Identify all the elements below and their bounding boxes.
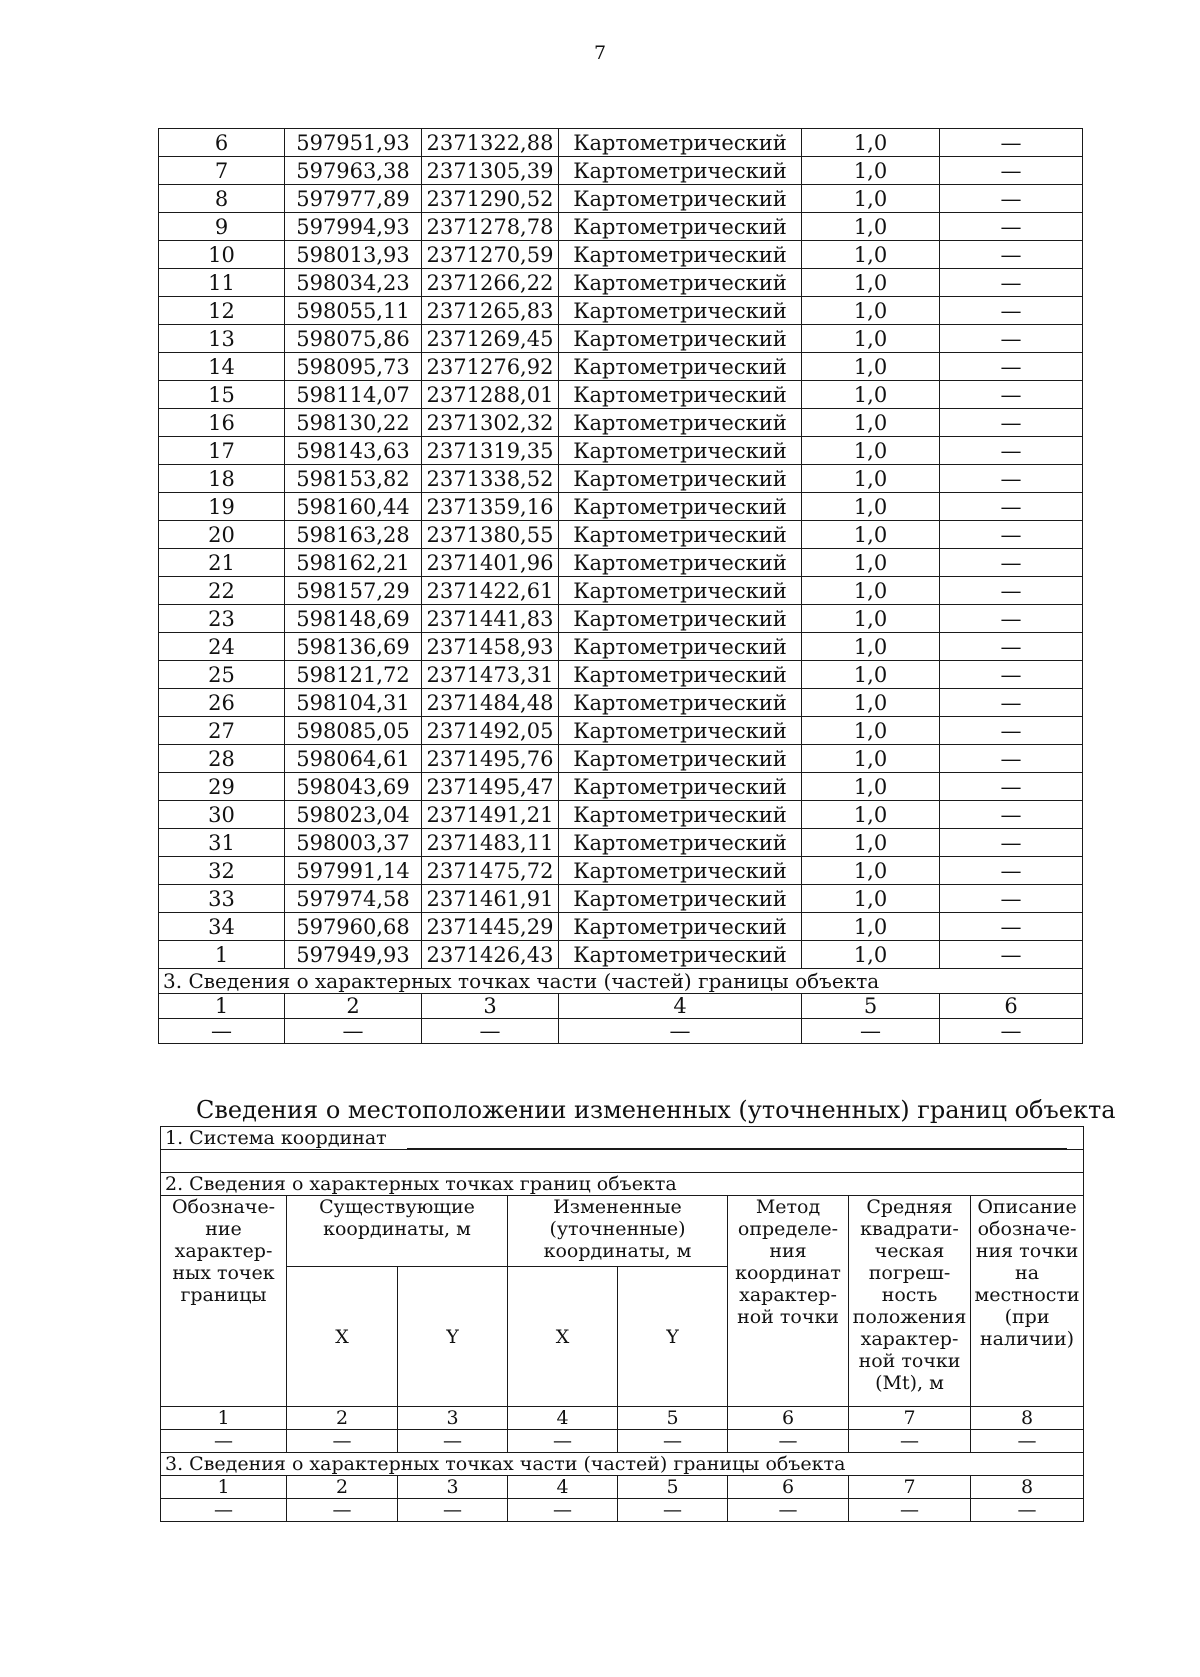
empty-value: — [849, 1430, 971, 1453]
coord-y: 2371266,22 [422, 269, 559, 297]
empty-value: — [287, 1499, 398, 1522]
coord-y: 2371288,01 [422, 381, 559, 409]
description: — [940, 745, 1083, 773]
point-id: 16 [159, 409, 285, 437]
coord-y: 2371495,76 [422, 745, 559, 773]
header-existing-coords: Существующие координаты, м [287, 1196, 508, 1267]
coord-y: 2371495,47 [422, 773, 559, 801]
coord-x: 598160,44 [285, 493, 422, 521]
empty-value: — [422, 1019, 559, 1044]
accuracy: 1,0 [802, 185, 940, 213]
table-row [159, 325, 1083, 353]
coord-x: 598104,31 [285, 689, 422, 717]
table-row [159, 717, 1083, 745]
accuracy: 1,0 [802, 353, 940, 381]
point-id: 20 [159, 521, 285, 549]
coord-y: 2371359,16 [422, 493, 559, 521]
coord-x: 598075,86 [285, 325, 422, 353]
description: — [940, 801, 1083, 829]
coord-y: 2371441,83 [422, 605, 559, 633]
coord-x: 598148,69 [285, 605, 422, 633]
description: — [940, 297, 1083, 325]
point-id: 17 [159, 437, 285, 465]
column-number: 1 [161, 1476, 287, 1499]
method: Картометрический [559, 353, 802, 381]
empty-value: — [508, 1430, 618, 1453]
column-number: 5 [618, 1407, 728, 1430]
empty-value: — [618, 1499, 728, 1522]
coord-y: 2371422,61 [422, 577, 559, 605]
description: — [940, 913, 1083, 941]
method: Картометрический [559, 465, 802, 493]
header-accuracy: Средняя квадрати-ческая погреш-ность положения характер-ной точки (Mt), м [849, 1196, 971, 1407]
coord-y: 2371483,11 [422, 829, 559, 857]
accuracy: 1,0 [802, 717, 940, 745]
coord-system-label: 1. Система координат [165, 1127, 387, 1149]
coord-y: 2371302,32 [422, 409, 559, 437]
accuracy: 1,0 [802, 633, 940, 661]
description: — [940, 689, 1083, 717]
coord-x: 597949,93 [285, 941, 422, 969]
method: Картометрический [559, 885, 802, 913]
point-id: 25 [159, 661, 285, 689]
table-row [159, 661, 1083, 689]
table-row [159, 521, 1083, 549]
accuracy: 1,0 [802, 829, 940, 857]
method: Картометрический [559, 129, 802, 157]
table-row [159, 605, 1083, 633]
section-title: Сведения о местоположении измененных (уточненных) границ объекта [196, 1096, 1116, 1124]
description: — [940, 465, 1083, 493]
point-id: 8 [159, 185, 285, 213]
method: Картометрический [559, 941, 802, 969]
coord-y: 2371278,78 [422, 213, 559, 241]
empty-value: — [398, 1430, 508, 1453]
point-id: 12 [159, 297, 285, 325]
point-id: 18 [159, 465, 285, 493]
empty-value: — [618, 1430, 728, 1453]
method: Картометрический [559, 521, 802, 549]
coord-x: 597963,38 [285, 157, 422, 185]
coord-y: 2371445,29 [422, 913, 559, 941]
coord-x: 598136,69 [285, 633, 422, 661]
description: — [940, 353, 1083, 381]
table-row [159, 689, 1083, 717]
method: Картометрический [559, 913, 802, 941]
accuracy: 1,0 [802, 577, 940, 605]
coord-system-row [161, 1127, 1084, 1150]
column-number: 2 [285, 994, 422, 1019]
table-row [159, 297, 1083, 325]
table-row [159, 829, 1083, 857]
method: Картометрический [559, 577, 802, 605]
coord-y: 2371380,55 [422, 521, 559, 549]
column-number: 4 [508, 1407, 618, 1430]
description: — [940, 325, 1083, 353]
coord-y: 2371461,91 [422, 885, 559, 913]
description: — [940, 157, 1083, 185]
coord-x: 598163,28 [285, 521, 422, 549]
table-row [159, 213, 1083, 241]
description: — [940, 493, 1083, 521]
point-id: 27 [159, 717, 285, 745]
empty-value: — [940, 1019, 1083, 1044]
accuracy: 1,0 [802, 381, 940, 409]
empty-value: — [161, 1430, 287, 1453]
coord-x: 598023,04 [285, 801, 422, 829]
column-number: 7 [849, 1476, 971, 1499]
coord-y: 2371276,92 [422, 353, 559, 381]
method: Картометрический [559, 297, 802, 325]
point-id: 29 [159, 773, 285, 801]
description: — [940, 885, 1083, 913]
point-id: 15 [159, 381, 285, 409]
method: Картометрический [559, 549, 802, 577]
coord-x: 598162,21 [285, 549, 422, 577]
empty-value: — [161, 1499, 287, 1522]
description: — [940, 549, 1083, 577]
point-id: 10 [159, 241, 285, 269]
table-row [159, 885, 1083, 913]
method: Картометрический [559, 185, 802, 213]
table-row [159, 801, 1083, 829]
method: Картометрический [559, 269, 802, 297]
header-changed-y: Y [618, 1267, 728, 1407]
table-row [159, 381, 1083, 409]
coord-x: 597960,68 [285, 913, 422, 941]
point-id: 1 [159, 941, 285, 969]
column-numbers-row [161, 1407, 1084, 1430]
point-id: 14 [159, 353, 285, 381]
empty-value: — [508, 1499, 618, 1522]
table-row [159, 493, 1083, 521]
coord-x: 598034,23 [285, 269, 422, 297]
table-row [159, 353, 1083, 381]
point-id: 24 [159, 633, 285, 661]
table-row [159, 773, 1083, 801]
table-row [159, 745, 1083, 773]
coord-y: 2371475,72 [422, 857, 559, 885]
coord-y: 2371338,52 [422, 465, 559, 493]
empty-value: — [802, 1019, 940, 1044]
parts-section-title: 3. Сведения о характерных точках части (частей) границы объекта [159, 969, 1083, 994]
accuracy: 1,0 [802, 437, 940, 465]
method: Картометрический [559, 241, 802, 269]
table-row [159, 437, 1083, 465]
coord-y: 2371484,48 [422, 689, 559, 717]
table-row [159, 941, 1083, 969]
table-row [159, 157, 1083, 185]
accuracy: 1,0 [802, 661, 940, 689]
accuracy: 1,0 [802, 689, 940, 717]
accuracy: 1,0 [802, 913, 940, 941]
table-row [159, 269, 1083, 297]
point-id: 28 [159, 745, 285, 773]
description: — [940, 213, 1083, 241]
coord-x: 598143,63 [285, 437, 422, 465]
coord-x: 597974,58 [285, 885, 422, 913]
table-row [159, 577, 1083, 605]
empty-value: — [728, 1499, 849, 1522]
empty-value: — [849, 1499, 971, 1522]
coord-x: 598043,69 [285, 773, 422, 801]
parts-section-title: 3. Сведения о характерных точках части (частей) границы объекта [161, 1453, 1084, 1476]
header-method: Метод определе-ния координат характер-ной точки [728, 1196, 849, 1407]
column-number: 3 [398, 1407, 508, 1430]
coord-y: 2371401,96 [422, 549, 559, 577]
column-number: 6 [940, 994, 1083, 1019]
accuracy: 1,0 [802, 129, 940, 157]
accuracy: 1,0 [802, 885, 940, 913]
coord-y: 2371290,52 [422, 185, 559, 213]
column-number: 2 [287, 1407, 398, 1430]
column-number: 5 [618, 1476, 728, 1499]
coord-x: 598013,93 [285, 241, 422, 269]
accuracy: 1,0 [802, 605, 940, 633]
point-id: 9 [159, 213, 285, 241]
column-number: 8 [971, 1407, 1084, 1430]
point-id: 34 [159, 913, 285, 941]
accuracy: 1,0 [802, 773, 940, 801]
table-row [159, 241, 1083, 269]
point-id: 13 [159, 325, 285, 353]
point-id: 31 [159, 829, 285, 857]
method: Картометрический [559, 381, 802, 409]
header-changed-x: X [508, 1267, 618, 1407]
point-id: 33 [159, 885, 285, 913]
coord-y: 2371492,05 [422, 717, 559, 745]
column-number: 8 [971, 1476, 1084, 1499]
header-existing-x: X [287, 1267, 398, 1407]
accuracy: 1,0 [802, 941, 940, 969]
accuracy: 1,0 [802, 269, 940, 297]
method: Картометрический [559, 493, 802, 521]
header-description: Описание обозначе-ния точки на местности (при наличии) [971, 1196, 1084, 1407]
table-row [159, 633, 1083, 661]
accuracy: 1,0 [802, 465, 940, 493]
method: Картометрический [559, 157, 802, 185]
table-row [159, 857, 1083, 885]
method: Картометрический [559, 773, 802, 801]
coord-y: 2371458,93 [422, 633, 559, 661]
column-number: 6 [728, 1407, 849, 1430]
method: Картометрический [559, 409, 802, 437]
point-id: 21 [159, 549, 285, 577]
coord-x: 598095,73 [285, 353, 422, 381]
description: — [940, 941, 1083, 969]
accuracy: 1,0 [802, 521, 940, 549]
method: Картометрический [559, 605, 802, 633]
column-number: 6 [728, 1476, 849, 1499]
description: — [940, 241, 1083, 269]
coord-x: 598064,61 [285, 745, 422, 773]
accuracy: 1,0 [802, 801, 940, 829]
header-designation: Обозначе-ние характер-ных точек границы [161, 1196, 287, 1407]
description: — [940, 381, 1083, 409]
table-row [159, 465, 1083, 493]
coord-x: 598157,29 [285, 577, 422, 605]
method: Картометрический [559, 325, 802, 353]
accuracy: 1,0 [802, 745, 940, 773]
method: Картометрический [559, 437, 802, 465]
point-id: 23 [159, 605, 285, 633]
accuracy: 1,0 [802, 325, 940, 353]
coord-x: 598085,05 [285, 717, 422, 745]
description: — [940, 577, 1083, 605]
method: Картометрический [559, 633, 802, 661]
accuracy: 1,0 [802, 157, 940, 185]
method: Картометрический [559, 857, 802, 885]
empty-value: — [559, 1019, 802, 1044]
description: — [940, 269, 1083, 297]
point-id: 26 [159, 689, 285, 717]
page-number: 7 [593, 42, 607, 64]
description: — [940, 129, 1083, 157]
table-row [159, 913, 1083, 941]
coord-x: 598130,22 [285, 409, 422, 437]
coord-x: 598121,72 [285, 661, 422, 689]
column-number: 1 [159, 994, 285, 1019]
description: — [940, 857, 1083, 885]
column-number: 4 [559, 994, 802, 1019]
column-numbers-row [161, 1476, 1084, 1499]
header-existing-y: Y [398, 1267, 508, 1407]
column-number: 5 [802, 994, 940, 1019]
empty-value: — [398, 1499, 508, 1522]
table-row [159, 409, 1083, 437]
empty-value: — [728, 1430, 849, 1453]
method: Картометрический [559, 717, 802, 745]
point-id: 32 [159, 857, 285, 885]
description: — [940, 437, 1083, 465]
point-id: 6 [159, 129, 285, 157]
coord-x: 598055,11 [285, 297, 422, 325]
points-section-title: 2. Сведения о характерных точках границ объекта [161, 1173, 1084, 1196]
coord-x: 597994,93 [285, 213, 422, 241]
table-row [159, 185, 1083, 213]
blank-row [161, 1150, 1084, 1173]
column-number: 3 [422, 994, 559, 1019]
coord-y: 2371269,45 [422, 325, 559, 353]
column-number: 3 [398, 1476, 508, 1499]
coord-y: 2371426,43 [422, 941, 559, 969]
empty-row [161, 1499, 1084, 1522]
coord-x: 598153,82 [285, 465, 422, 493]
empty-value: — [971, 1499, 1084, 1522]
coord-y: 2371322,88 [422, 129, 559, 157]
header-changed-coords: Измененные (уточненные) координаты, м [508, 1196, 728, 1267]
accuracy: 1,0 [802, 241, 940, 269]
method: Картометрический [559, 661, 802, 689]
boundary-points-table [158, 128, 1083, 1044]
method: Картометрический [559, 213, 802, 241]
empty-value: — [159, 1019, 285, 1044]
method: Картометрический [559, 829, 802, 857]
coord-x: 597991,14 [285, 857, 422, 885]
table-row [159, 549, 1083, 577]
coord-y: 2371305,39 [422, 157, 559, 185]
coord-system-blank [407, 1134, 1067, 1149]
column-number: 2 [287, 1476, 398, 1499]
accuracy: 1,0 [802, 409, 940, 437]
coord-y: 2371473,31 [422, 661, 559, 689]
accuracy: 1,0 [802, 213, 940, 241]
accuracy: 1,0 [802, 493, 940, 521]
coord-y: 2371270,59 [422, 241, 559, 269]
point-id: 22 [159, 577, 285, 605]
method: Картометрический [559, 745, 802, 773]
point-id: 19 [159, 493, 285, 521]
description: — [940, 661, 1083, 689]
coord-y: 2371265,83 [422, 297, 559, 325]
coord-y: 2371319,35 [422, 437, 559, 465]
table-row [159, 129, 1083, 157]
column-number: 7 [849, 1407, 971, 1430]
accuracy: 1,0 [802, 857, 940, 885]
changed-boundaries-table [160, 1126, 1084, 1522]
point-id: 7 [159, 157, 285, 185]
description: — [940, 185, 1083, 213]
empty-value: — [287, 1430, 398, 1453]
coord-x: 597977,89 [285, 185, 422, 213]
point-id: 11 [159, 269, 285, 297]
description: — [940, 605, 1083, 633]
description: — [940, 717, 1083, 745]
column-number: 1 [161, 1407, 287, 1430]
point-id: 30 [159, 801, 285, 829]
accuracy: 1,0 [802, 297, 940, 325]
coord-x: 597951,93 [285, 129, 422, 157]
coord-x: 598003,37 [285, 829, 422, 857]
empty-value: — [285, 1019, 422, 1044]
coord-y: 2371491,21 [422, 801, 559, 829]
accuracy: 1,0 [802, 549, 940, 577]
description: — [940, 633, 1083, 661]
method: Картометрический [559, 801, 802, 829]
column-number: 4 [508, 1476, 618, 1499]
empty-row [161, 1430, 1084, 1453]
description: — [940, 409, 1083, 437]
empty-value: — [971, 1430, 1084, 1453]
description: — [940, 521, 1083, 549]
description: — [940, 773, 1083, 801]
description: — [940, 829, 1083, 857]
method: Картометрический [559, 689, 802, 717]
coord-x: 598114,07 [285, 381, 422, 409]
